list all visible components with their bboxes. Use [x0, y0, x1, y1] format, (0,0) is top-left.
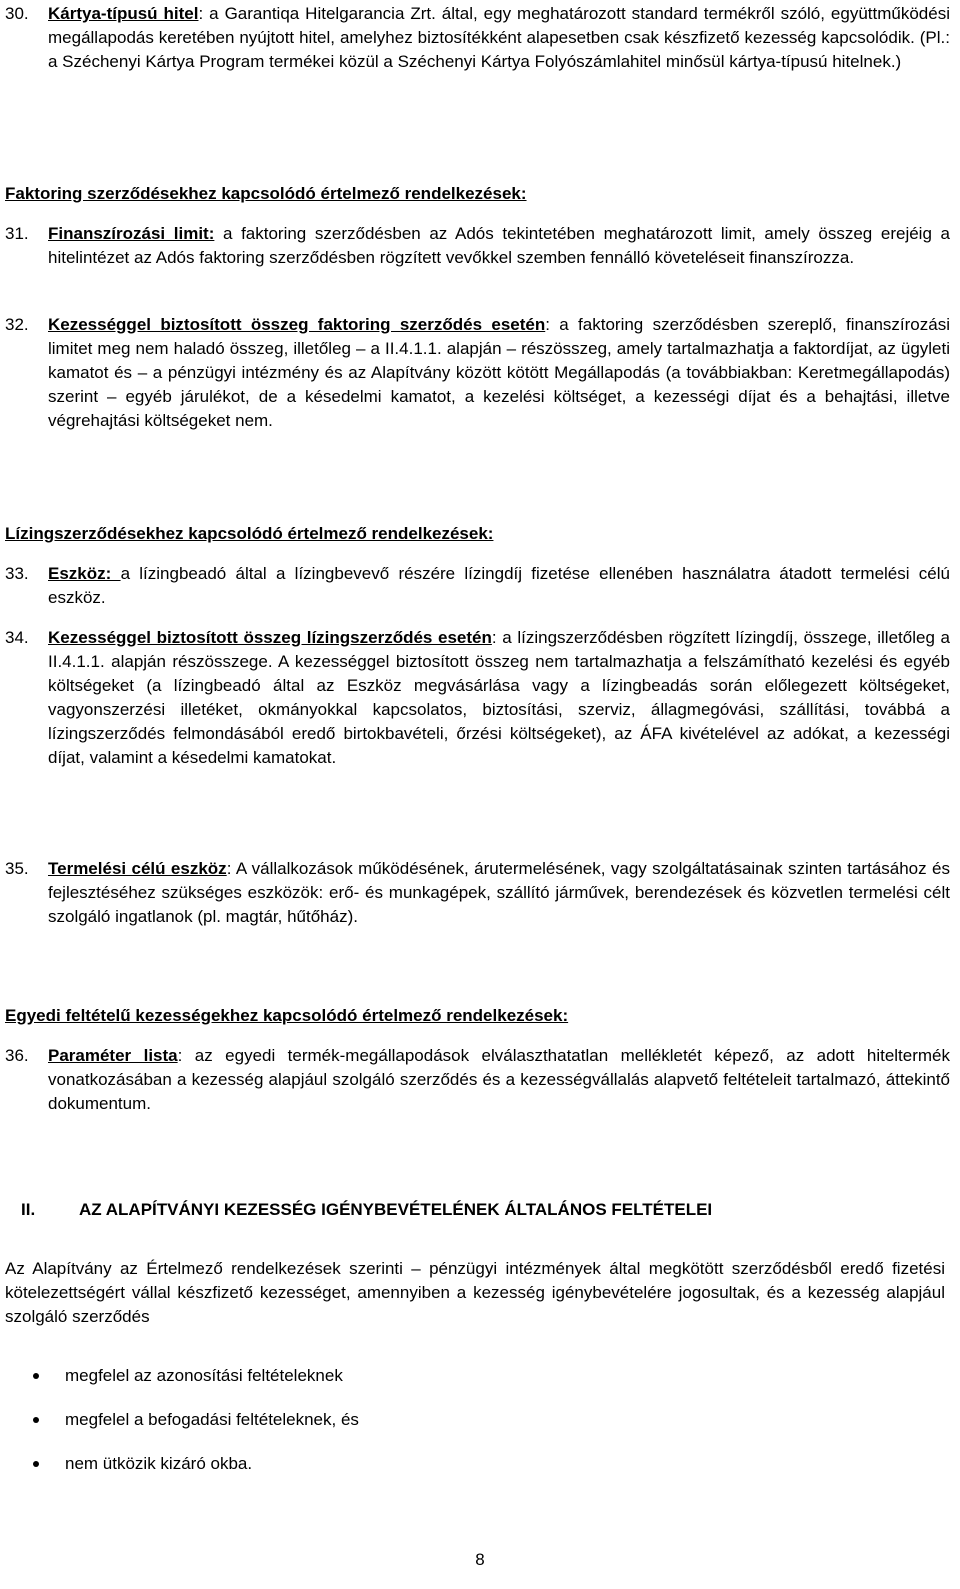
definition-item-33 — [5, 562, 950, 610]
list-item — [5, 1452, 905, 1496]
definition-body — [48, 626, 950, 770]
list-item — [5, 1408, 905, 1452]
heading-faktoring: Faktoring szerződésekhez kapcsolódó értelmező rendelkezések: — [5, 184, 527, 203]
list-item-text: nem ütközik kizáró okba. — [65, 1454, 253, 1473]
definition-text: : az egyedi termék-megállapodások elválaszthatatlan mellékletét képező, az adott hiteltermék vonatkozásában a kezesség alapjául szolgáló szerződés és a kezességvállalás alapvető feltételeit tartalmazó, áttekintő dokumentum. — [48, 1046, 951, 1113]
definition-text: : a lízingszerződésben rögzített lízingdíj, összege, illetőleg a II.4.1.1. alapján részösszege. A kezességgel biztosított összeg nem tartalmazhatja a felszámítható kezelési és egyéb költségeket (a lízingbeadó által az Eszköz megvásárlása vagy a lízingbeadás során előlegezett költségeket, vagyonszerzési illetéket, okmányokkal kapcsolatos, biztosítási, szerviz, állagmegóvási, szállítási, továbbá a lízingszerződés felmondásából eredő birtokbavételi, őrzési költségeket), az ÁFA kivételével az adókat, a kezességi díjat, valamint a késedelmi kamatokat. — [48, 628, 950, 767]
definition-body — [48, 2, 950, 74]
definition-body — [48, 857, 950, 929]
page-number: 8 — [475, 1550, 485, 1569]
list-item-text: megfelel a befogadási feltételeknek, és — [65, 1410, 359, 1429]
item-number: 35. — [5, 859, 29, 878]
definition-body — [48, 222, 950, 270]
definition-body — [48, 1044, 950, 1116]
item-number: 33. — [5, 564, 29, 583]
definition-text: : A vállalkozások működésének, árutermelésének, vagy szolgáltatásainak szinten tartásához és fejlesztéséhez szükséges eszközök: erő- és munkagépek, szállító járművek, berendezések és közvetlen termelési célt szolgáló ingatlanok (pl. magtár, hűtőház). — [48, 859, 950, 926]
definition-body — [48, 562, 950, 610]
definition-text: a faktoring szerződésben az Adós tekintetében meghatározott limit, amely összeg erejéig a hitelintézet az Adós faktoring szerződésben rögzített vevőkkel szemben fennálló követeléseit finanszírozza. — [48, 224, 950, 267]
bullet-icon — [33, 1417, 39, 1423]
list-item — [5, 1364, 905, 1408]
definition-text: a lízingbeadó által a lízingbevevő részére lízingdíj fizetése ellenében használatra átadott termelési célú eszköz. — [48, 564, 950, 607]
defined-term: Kártya-típusú hitel — [48, 4, 199, 23]
section-roman-numeral: II. — [21, 1200, 36, 1219]
section-title-text: AZ ALAPÍTVÁNYI KEZESSÉG IGÉNYBEVÉTELÉNEK ÁLTALÁNOS FELTÉTELEI — [79, 1200, 713, 1219]
definition-item-30 — [5, 2, 950, 74]
condition-bullet-list — [5, 1364, 905, 1496]
definition-body — [48, 313, 950, 433]
item-number: 31. — [5, 224, 29, 243]
definition-item-36 — [5, 1044, 950, 1116]
defined-term: Kezességgel biztosított összeg faktoring szerződés esetén — [48, 315, 546, 334]
list-item-text: megfelel az azonosítási feltételeknek — [65, 1366, 343, 1385]
defined-term: Termelési célú eszköz — [48, 859, 227, 878]
definition-item-31 — [5, 222, 950, 270]
defined-term: Eszköz: — [48, 564, 121, 583]
definition-item-34 — [5, 626, 950, 770]
item-number: 34. — [5, 628, 29, 647]
defined-term: Kezességgel biztosított összeg lízingszerződés esetén — [48, 628, 492, 647]
bullet-icon — [33, 1461, 39, 1467]
item-number: 32. — [5, 315, 29, 334]
heading-egyedi: Egyedi feltételű kezességekhez kapcsolódó értelmező rendelkezések: — [5, 1006, 569, 1025]
heading-lizing: Lízingszerződésekhez kapcsolódó értelmező rendelkezések: — [5, 524, 494, 543]
bullet-icon — [33, 1373, 39, 1379]
defined-term: Finanszírozási limit: — [48, 224, 215, 243]
item-number: 36. — [5, 1046, 29, 1065]
defined-term: Paraméter lista — [48, 1046, 178, 1065]
definition-text: : a Garantiqa Hitelgarancia Zrt. által, egy meghatározott standard termékről szóló, együttműködési megállapodás keretében nyújtott hitel, amelyhez biztosítékként alapesetben csak készfizető kezesség kapcsolódik. (Pl.: a Széchenyi Kártya Program termékei közül a Széchenyi Kártya Folyószámlahitel minősül kártya-típusú hitelnek.) — [48, 4, 950, 71]
definition-item-32 — [5, 313, 950, 433]
definition-text: : a faktoring szerződésben szereplő, finanszírozási limitet meg nem haladó összeg, illetőleg – a II.4.1.1. alapján – részösszeg, amely tartalmazhatja a faktordíjat, az ügyleti kamatot és – a pénzügyi intézmény és az Alapítvány között kötött Megállapodás (a továbbiakban: Keretmegállapodás) szerint – egyéb járulékot, de a késedelmi kamatot, a kezelési költséget, a kezességi díjat és a behajtási, illetve végrehajtási költségeket nem. — [48, 315, 950, 430]
item-number: 30. — [5, 4, 29, 23]
section-intro-paragraph: Az Alapítvány az Értelmező rendelkezések szerinti – pénzügyi intézmények által megkötött szerződésből eredő fizetési kötelezettségért vállal készfizető kezességet, amennyiben a kezesség igénybevételére jogosultak, és a kezesség alapjául szolgáló szerződés — [5, 1259, 945, 1326]
definition-item-35 — [5, 857, 950, 929]
